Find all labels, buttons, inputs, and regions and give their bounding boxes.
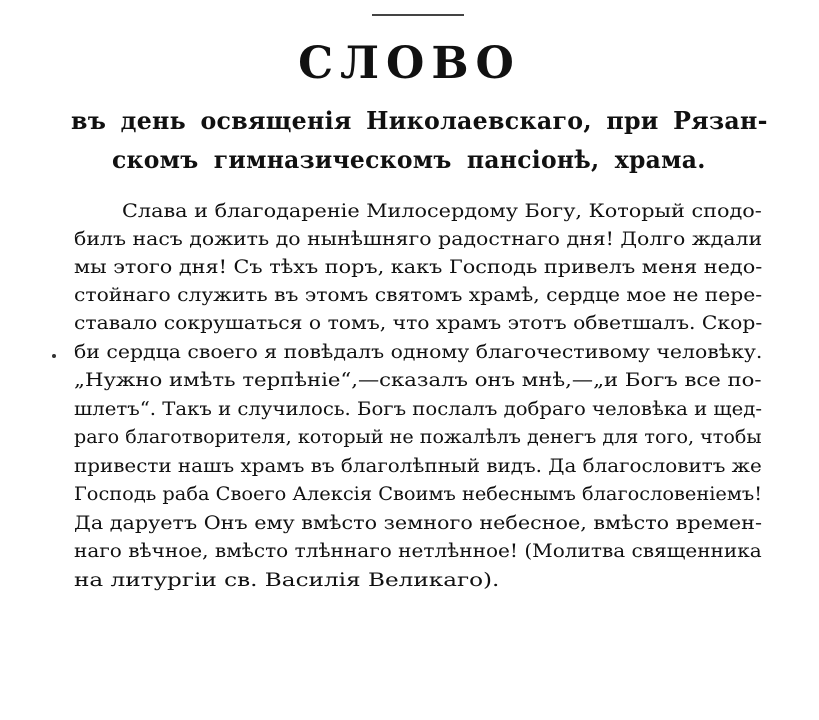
body-line-6: би сердца своего я повѣдалъ одному благочестивому человѣку.	[74, 342, 763, 363]
body-line-7: „Нужно имѣть терпѣніе“,—сказалъ онъ мнѣ,—„и Богъ все по-	[74, 370, 762, 391]
body-line-14: на литургіи св. Василія Великаго).	[74, 570, 500, 591]
top-rule	[372, 14, 464, 16]
page-title: СЛОВО	[298, 38, 521, 89]
body-line-4: стойнаго служить въ этомъ святомъ храмѣ, сердце мое не пере-	[74, 285, 763, 306]
body-line-11: Господь раба Своего Алексія Своимъ небеснымъ благословеніемъ!	[74, 484, 763, 505]
body-line-5: ставало сокрушаться о томъ, что храмъ этотъ обветшалъ. Скор-	[74, 313, 763, 334]
margin-mark	[52, 354, 56, 358]
subtitle-line-1: въ день освященія Николаевскаго, при Рязан-	[71, 106, 768, 135]
body-line-13: наго вѣчное, вмѣсто тлѣннаго нетлѣнное! (Молитва священника	[74, 541, 762, 562]
body-line-3: мы этого дня! Съ тѣхъ поръ, какъ Господь привелъ меня недо-	[74, 257, 763, 278]
subtitle-line-2: скомъ гимназическомъ пансіонѣ, храма.	[112, 145, 706, 174]
body-line-9: раго благотворителя, который не пожалѣлъ денегъ для того, чтобы	[74, 427, 762, 448]
body-line-12: Да даруетъ Онъ ему вмѣсто земного небесное, вмѣсто времен-	[74, 513, 762, 534]
body-line-2: билъ насъ дожить до нынѣшняго радостнаго дня! Долго ждали	[74, 229, 763, 250]
body-line-10: привести нашъ храмъ въ благолѣпный видъ. Да благословитъ же	[74, 456, 762, 477]
body-line-1: Слава и благодареніе Милосердому Богу, Который сподо-	[122, 201, 762, 222]
body-line-8: шлетъ“. Такъ и случилось. Богъ послалъ добраго человѣка и щед-	[74, 399, 763, 420]
